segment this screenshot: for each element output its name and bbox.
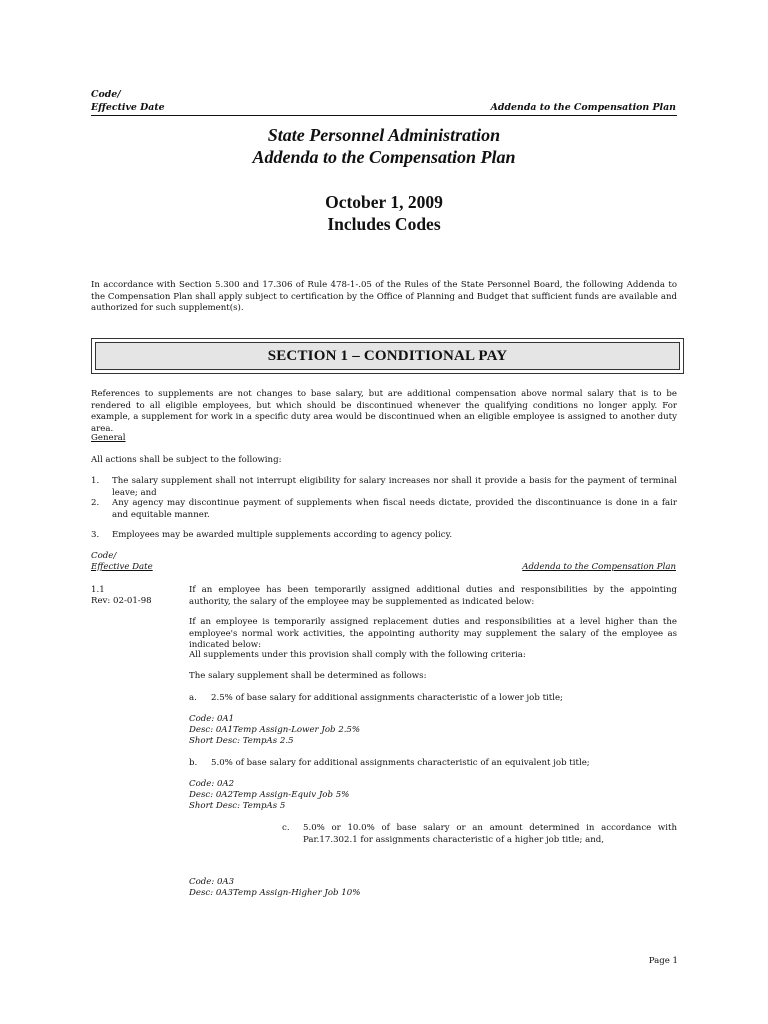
criterion-b-short-desc: Short Desc: TempAs 5 bbox=[189, 801, 286, 811]
doc-title-line1: State Personnel Administration bbox=[267, 125, 501, 145]
header-effective-date-label: Effective Date bbox=[91, 102, 165, 113]
list-item-3-text: Employees may be awarded multiple supplements according to agency policy. bbox=[112, 530, 453, 540]
doc-includes: Includes Codes bbox=[327, 214, 441, 234]
doc-date: October 1, 2009 bbox=[325, 192, 443, 212]
entry-paragraph-1: If an employee has been temporarily assigned additional duties and responsibilities by the appointing authority, the salary of the employee may be supplemented as indicated below: bbox=[189, 585, 677, 607]
subheader-right-title: Addenda to the Compensation Plan bbox=[522, 562, 676, 572]
header-rule bbox=[91, 115, 677, 116]
entry-paragraph-3: All supplements under this provision shall comply with the following criteria: bbox=[189, 650, 526, 660]
criterion-c-code: Code: 0A3 bbox=[189, 877, 235, 887]
criterion-a-label: a. bbox=[189, 693, 197, 703]
entry-revision: Rev: 02-01-98 bbox=[91, 596, 152, 606]
criterion-b-label: b. bbox=[189, 758, 198, 768]
criterion-a-desc: Desc: 0A1Temp Assign-Lower Job 2.5% bbox=[189, 725, 361, 735]
references-paragraph: References to supplements are not changes to base salary, but are additional compensation above normal salary that is to be rendered to all eligible employees, but which should be discontinued whenever the qualifying conditions no longer apply. For example, a supplement for work in a specific duty area would be discontinued when an eligible employee is assigned to another duty area. bbox=[91, 389, 677, 434]
list-item-3-number: 3. bbox=[91, 530, 100, 540]
list-item-2-number: 2. bbox=[91, 498, 100, 508]
section-banner bbox=[91, 338, 684, 374]
criterion-c-text: 5.0% or 10.0% of base salary or an amount determined in accordance with Par.17.302.1 for assignments characteristic of a higher job title; and, bbox=[303, 823, 677, 845]
criterion-c-label: c. bbox=[282, 823, 290, 833]
all-actions-text: All actions shall be subject to the following: bbox=[91, 455, 282, 465]
entry-paragraph-2: If an employee is temporarily assigned replacement duties and responsibilities at a level higher than the employee's normal work activities, the appointing authority may supplement the salary of the employee as indicated below: bbox=[189, 617, 677, 650]
list-item-2-text: Any agency may discontinue payment of supplements when fiscal needs dictate, provided the discontinuance is done in a fair and equitable manner. bbox=[112, 498, 677, 520]
subheader-code-label: Code/ bbox=[91, 551, 117, 561]
subheader-effective-date-label: Effective Date bbox=[91, 562, 153, 572]
page-number: Page 1 bbox=[648, 956, 678, 966]
doc-title-line2: Addenda to the Compensation Plan bbox=[252, 147, 516, 167]
criterion-b-text: 5.0% of base salary for additional assignments characteristic of an equivalent job title; bbox=[211, 758, 590, 768]
header-code-label: Code/ bbox=[91, 89, 121, 100]
entry-code: 1.1 bbox=[91, 585, 105, 595]
header-right-title: Addenda to the Compensation Plan bbox=[490, 102, 676, 113]
criterion-b-desc: Desc: 0A2Temp Assign-Equiv Job 5% bbox=[189, 790, 350, 800]
criterion-c-desc: Desc: 0A3Temp Assign-Higher Job 10% bbox=[189, 888, 361, 898]
criterion-b-code: Code: 0A2 bbox=[189, 779, 235, 789]
criterion-a-code: Code: 0A1 bbox=[189, 714, 235, 724]
section-title: SECTION 1 – CONDITIONAL PAY bbox=[267, 347, 508, 364]
criterion-a-short-desc: Short Desc: TempAs 2.5 bbox=[189, 736, 294, 746]
list-item-1-number: 1. bbox=[91, 476, 100, 486]
criterion-a-text: 2.5% of base salary for additional assignments characteristic of a lower job title; bbox=[211, 693, 563, 703]
intro-paragraph: In accordance with Section 5.300 and 17.306 of Rule 478-1-.05 of the Rules of the State Personnel Board, the following Addenda to the Compensation Plan shall apply subject to certification by the Office of Planning and Budget that sufficient funds are available and authorized for such supplement(s). bbox=[91, 280, 677, 313]
entry-paragraph-4: The salary supplement shall be determined as follows: bbox=[189, 671, 427, 681]
general-label: General bbox=[91, 433, 126, 443]
list-item-1-text: The salary supplement shall not interrupt eligibility for salary increases nor shall it provide a basis for the payment of terminal leave; and bbox=[112, 476, 677, 498]
